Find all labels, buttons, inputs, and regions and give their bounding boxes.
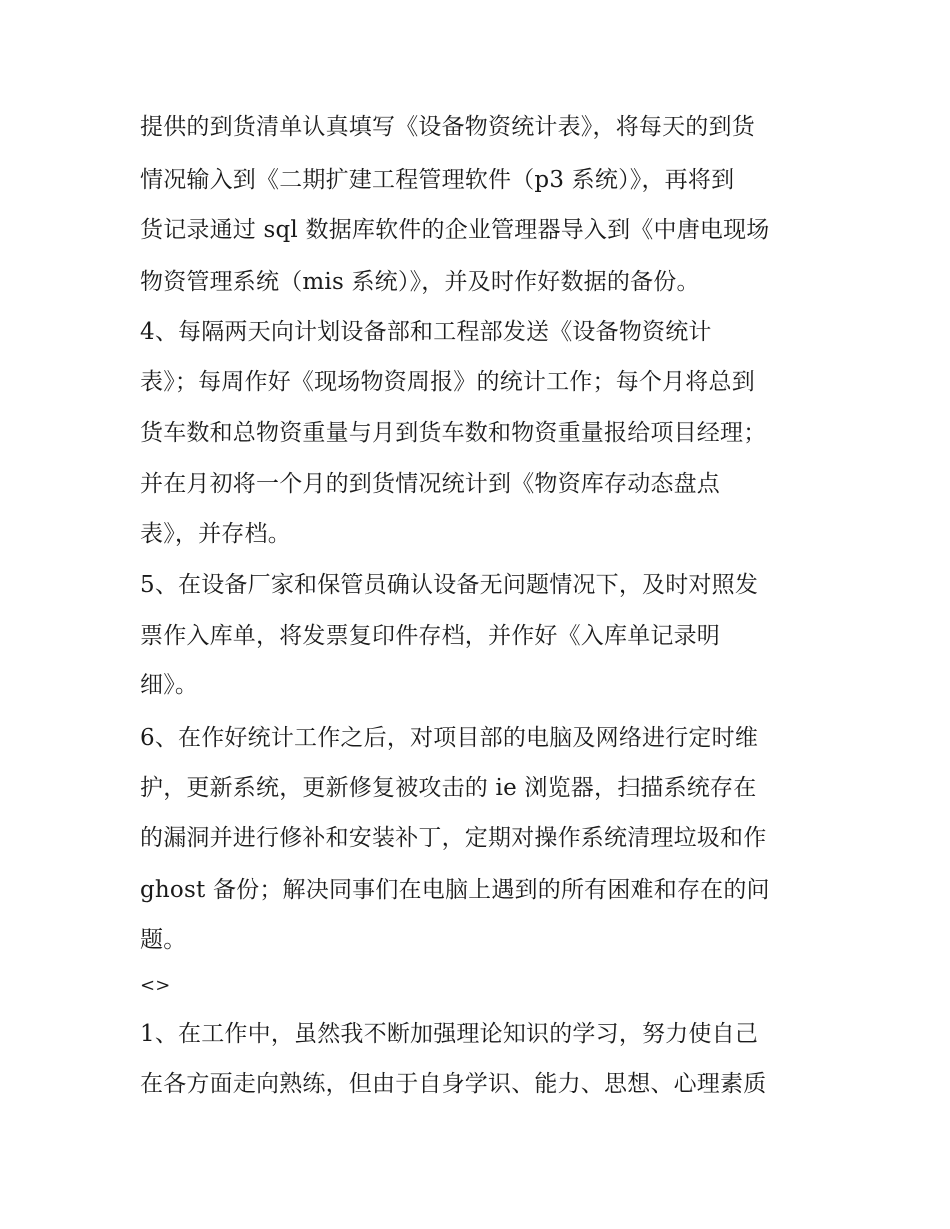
text-line: 1、在工作中，虽然我不断加强理论知识的学习，努力使自己 — [140, 1021, 759, 1047]
text-line: 物资管理系统（mis 系统）》，并及时作好数据的备份。 — [140, 269, 700, 295]
text-line: 表》，并存档。 — [140, 521, 291, 547]
text-line: 货记录通过 sql 数据库软件的企业管理器导入到《中唐电现场 — [140, 217, 770, 243]
text-line: ghost 备份；解决同事们在电脑上遇到的所有困难和存在的问 — [140, 877, 770, 903]
text-line: 并在月初将一个月的到货情况统计到《物资库存动态盘点 — [140, 471, 720, 497]
text-line: 6、在作好统计工作之后，对项目部的电脑及网络进行定时维 — [140, 725, 759, 751]
text-line: 表》；每周作好《现场物资周报》的统计工作；每个月将总到 — [140, 369, 755, 395]
text-line: 细》。 — [140, 672, 199, 698]
text-line: 题。 — [140, 927, 187, 953]
text-line: 情况输入到《二期扩建工程管理软件（p3 系统）》，再将到 — [140, 167, 735, 193]
text-line: 的漏洞并进行修补和安装补丁，定期对操作系统清理垃圾和作 — [140, 825, 767, 851]
text-line: 票作入库单，将发票复印件存档，并作好《入库单记录明 — [140, 623, 720, 649]
text-line: 5、在设备厂家和保管员确认设备无问题情况下，及时对照发 — [140, 572, 759, 598]
text-line: 货车数和总物资重量与月到货车数和物资重量报给项目经理； — [140, 420, 767, 446]
text-line: 提供的到货清单认真填写《设备物资统计表》，将每天的到货 — [140, 114, 755, 140]
section-marker: <> — [140, 975, 171, 996]
text-line: 护，更新系统，更新修复被攻击的 ie 浏览器，扫描系统存在 — [140, 775, 757, 801]
text-line: 在各方面走向熟练，但由于自身学识、能力、思想、心理素质 — [140, 1071, 767, 1097]
text-line: 4、每隔两天向计划设备部和工程部发送《设备物资统计 — [140, 319, 712, 345]
